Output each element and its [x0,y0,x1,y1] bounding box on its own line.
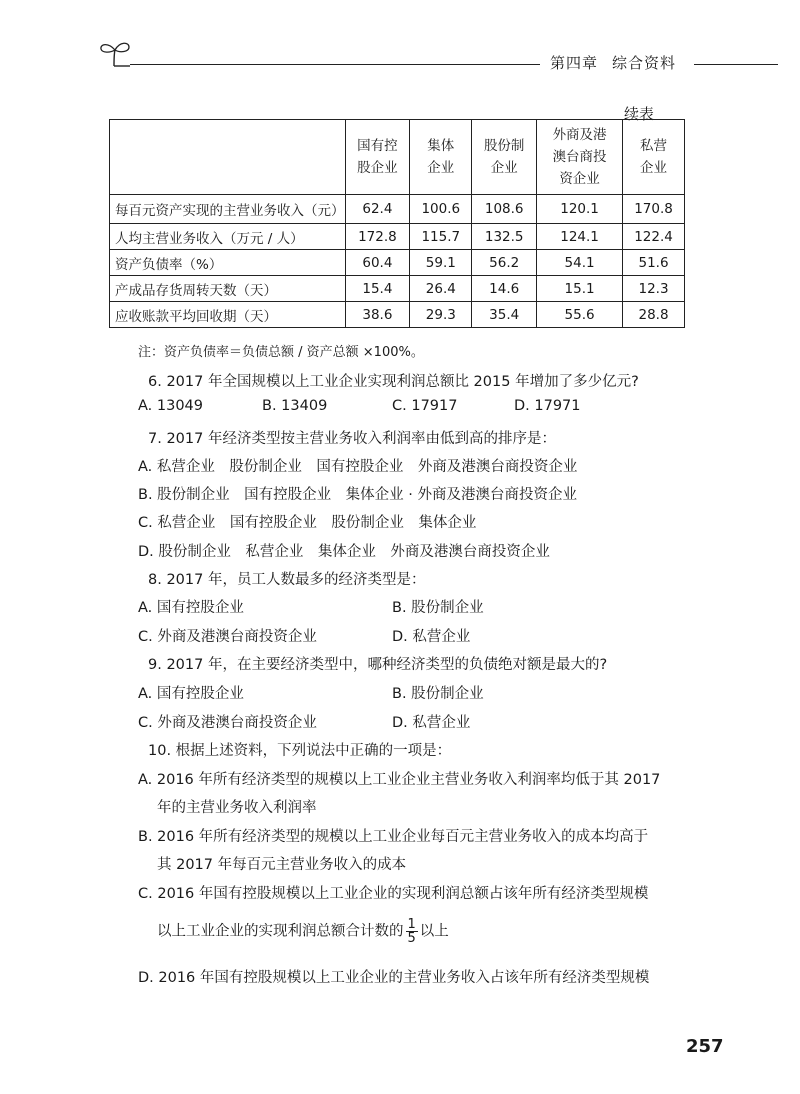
question-9-option-a[interactable]: A. 国有控股企业 [138,686,244,702]
table-cell: 26.4 [410,276,472,302]
sprout-icon [98,38,132,68]
row-label: 每百元资产实现的主营业务收入（元） [110,195,346,224]
question-6-option-d[interactable]: D. 17971 [514,398,581,414]
question-10-option-c-continued: 以上工业企业的实现利润总额合计数的 $\frac{1}{5}$ 以上 [157,917,449,946]
question-7-option-d[interactable]: D. 股份制企业 私营企业 集体企业 外商及港澳台商投资企业 [138,544,550,560]
column-header-state-owned: 国有控 股企业 [345,120,410,195]
page-number: 257 [686,1036,724,1057]
question-9-option-c[interactable]: C. 外商及港澳台商投资企业 [138,715,317,731]
table-cell: 38.6 [345,302,410,328]
question-7-stem: 7. 2017 年经济类型按主营业务收入利润率由低到高的排序是： [148,431,556,447]
row-label: 应收账款平均回收期（天） [110,302,346,328]
table-cell: 55.6 [537,302,623,328]
table-cell: 170.8 [623,195,685,224]
question-7-option-b[interactable]: B. 股份制企业 国有控股企业 集体企业 · 外商及港澳台商投资企业 [138,487,577,503]
table-cell: 62.4 [345,195,410,224]
table-header-row [110,120,685,195]
row-label: 产成品存货周转天数（天） [110,276,346,302]
question-6-option-c[interactable]: C. 17917 [392,398,458,414]
header-rule-right [694,64,778,65]
header-rule-left [130,64,540,65]
question-8-option-b[interactable]: B. 股份制企业 [392,600,484,616]
column-header-foreign: 外商及港 澳台商投 资企业 [537,120,623,195]
question-8-option-c[interactable]: C. 外商及港澳台商投资企业 [138,629,317,645]
table-continued-label: 续表 [624,105,655,123]
table-cell: 12.3 [623,276,685,302]
table-corner-cell [110,120,346,195]
question-6-stem: 6. 2017 年全国规模以上工业企业实现利润总额比 2015 年增加了多少亿元? [148,374,639,390]
table-row [110,195,685,224]
question-9-option-d[interactable]: D. 私营企业 [392,715,471,731]
table-cell: 56.2 [472,250,537,276]
statistics-table [109,119,685,328]
table-cell: 29.3 [410,302,472,328]
question-10-option-c[interactable]: C. 2016 年国有控股规模以上工业企业的实现利润总额占该年所有经济类型规模 [138,886,649,902]
table-row [110,276,685,302]
table-cell: 35.4 [472,302,537,328]
question-10-option-b-continued: 其 2017 年每百元主营业务收入的成本 [157,857,407,873]
question-9-stem: 9. 2017 年，在主要经济类型中，哪种经济类型的负债绝对额是最大的? [148,657,608,673]
question-7-option-c[interactable]: C. 私营企业 国有控股企业 股份制企业 集体企业 [138,515,477,531]
table-cell: 122.4 [623,224,685,250]
table-cell: 172.8 [345,224,410,250]
question-10-option-b[interactable]: B. 2016 年所有经济类型的规模以上工业企业每百元主营业务收入的成本均高于 [138,829,649,845]
row-label: 资产负债率（%） [110,250,346,276]
table-row [110,302,685,328]
question-8-option-a[interactable]: A. 国有控股企业 [138,600,244,616]
column-header-joint-stock: 股份制 企业 [472,120,537,195]
question-10-option-a-continued: 年的主营业务收入利润率 [157,800,317,816]
table-cell: 100.6 [410,195,472,224]
chapter-label: 第四章 [550,54,599,72]
question-10-option-d[interactable]: D. 2016 年国有控股规模以上工业企业的主营业务收入占该年所有经济类型规模 [138,970,650,986]
row-label: 人均主营业务收入（万元 / 人） [110,224,346,250]
column-header-collective: 集体 企业 [410,120,472,195]
table-footnote: 注：资产负债率＝负债总额 / 资产总额 ×100%。 [138,345,424,360]
table-cell: 15.1 [537,276,623,302]
table-row [110,250,685,276]
question-7-option-a[interactable]: A. 私营企业 股份制企业 国有控股企业 外商及港澳台商投资企业 [138,459,578,475]
table-cell: 60.4 [345,250,410,276]
column-header-private: 私营 企业 [623,120,685,195]
table-cell: 28.8 [623,302,685,328]
table-cell: 15.4 [345,276,410,302]
table-cell: 108.6 [472,195,537,224]
question-10-option-a[interactable]: A. 2016 年所有经济类型的规模以上工业企业主营业务收入利润率均低于其 2017 [138,772,661,788]
table-cell: 115.7 [410,224,472,250]
page-header [98,38,778,78]
question-9-option-b[interactable]: B. 股份制企业 [392,686,484,702]
table-cell: 51.6 [623,250,685,276]
table-cell: 54.1 [537,250,623,276]
section-label: 综合资料 [612,54,677,72]
table-cell: 124.1 [537,224,623,250]
question-6-option-b[interactable]: B. 13409 [262,398,328,414]
question-8-stem: 8. 2017 年，员工人数最多的经济类型是： [148,572,426,588]
question-6-option-a[interactable]: A. 13049 [138,398,204,414]
chapter-heading [550,52,690,73]
table-cell: 132.5 [472,224,537,250]
table-row [110,224,685,250]
table-cell: 120.1 [537,195,623,224]
question-8-option-d[interactable]: D. 私营企业 [392,629,471,645]
table-cell: 59.1 [410,250,472,276]
question-10-stem: 10. 根据上述资料，下列说法中正确的一项是： [148,743,452,759]
table-cell: 14.6 [472,276,537,302]
fraction-one-fifth: $\frac{1}{5}$ [407,917,416,946]
